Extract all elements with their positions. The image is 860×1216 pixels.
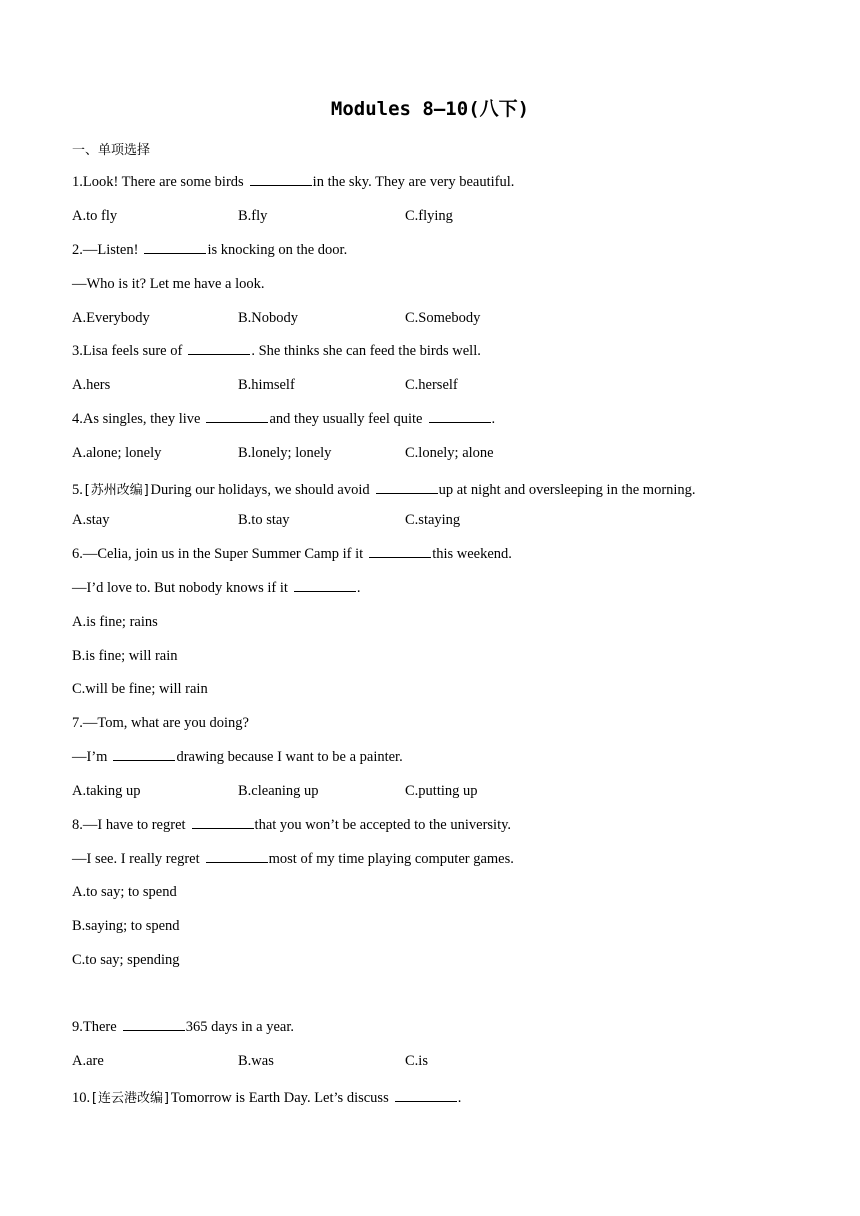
q4-option-b: B.lonely; lonely: [238, 445, 332, 461]
q4-stem-post: .: [491, 411, 496, 427]
q2-option-a: A.Everybody: [72, 310, 150, 326]
q6-option-c: C.will be fine; will rain: [72, 681, 208, 697]
question-2: [72, 242, 347, 259]
q8-option-b: B.saying; to spend: [72, 918, 180, 934]
q9-option-a: A.are: [72, 1053, 104, 1069]
q10-stem-pre: Tomorrow is Earth Day. Let’s discuss: [170, 1090, 389, 1106]
q3-option-b: B.himself: [238, 377, 295, 393]
q9-option-b: B.was: [238, 1053, 274, 1069]
q1-option-b: B.fly: [238, 208, 268, 224]
q5-source-tag: [苏州改编]: [82, 483, 151, 498]
q7-option-a: A.taking up: [72, 783, 141, 799]
q2-option-c: C.Somebody: [405, 310, 481, 326]
q8-reply-pre: —I see. I really regret: [72, 851, 200, 867]
q8-stem-post: that you won’t be accepted to the university.: [254, 817, 512, 833]
answer-blank: [250, 184, 312, 186]
q9-stem-post: 365 days in a year.: [185, 1019, 295, 1035]
answer-blank: [369, 556, 431, 558]
q4-option-a: A.alone; lonely: [72, 445, 162, 461]
q2-stem-pre: 2.—Listen!: [72, 242, 139, 258]
q6-reply-post: .: [356, 580, 361, 596]
q10-stem-post: .: [457, 1090, 462, 1106]
q10-source-tag: [连云港改编]: [90, 1091, 171, 1106]
answer-blank: [188, 353, 250, 355]
answer-blank: [294, 590, 356, 592]
q1-option-a: A.to fly: [72, 208, 118, 224]
answer-blank: [376, 492, 438, 494]
q5-option-a: A.stay: [72, 512, 110, 528]
q6-option-a: A.is fine; rains: [72, 614, 158, 630]
q6-stem-post: this weekend.: [432, 546, 512, 562]
q1-stem-pre: 1.Look! There are some birds: [72, 174, 244, 190]
answer-blank: [113, 759, 175, 761]
q8-stem-pre: 8.—I have to regret: [72, 817, 186, 833]
q8-option-a: A.to say; to spend: [72, 884, 177, 900]
q9-stem-pre: 9.There: [72, 1019, 117, 1035]
q6-reply-pre: —I’d love to. But nobody knows if it: [72, 580, 288, 596]
q8-reply-post: most of my time playing computer games.: [268, 851, 514, 867]
answer-blank: [192, 827, 254, 829]
q5-number: 5.: [72, 482, 83, 498]
question-8: [72, 817, 511, 834]
q4-stem-mid: and they usually feel quite: [269, 411, 423, 427]
q4-option-c: C.lonely; alone: [405, 445, 494, 461]
q2-option-b: B.Nobody: [238, 310, 299, 326]
answer-blank: [123, 1029, 185, 1031]
question-3: [72, 343, 481, 360]
q3-option-c: C.herself: [405, 377, 458, 393]
q7-option-b: B.cleaning up: [238, 783, 319, 799]
question-10: [72, 1087, 461, 1107]
question-5: [72, 479, 696, 499]
q3-stem-post: . She thinks she can feed the birds well.: [251, 343, 481, 359]
answer-blank: [144, 252, 206, 254]
question-4: [72, 411, 495, 428]
question-9: [72, 1019, 294, 1036]
q3-option-a: A.hers: [72, 377, 111, 393]
q2-reply: —Who is it? Let me have a look.: [72, 276, 265, 292]
q8-option-c: C.to say; spending: [72, 952, 180, 968]
q7-reply-pre: —I’m: [72, 749, 108, 765]
question-6: [72, 546, 512, 563]
answer-blank: [395, 1100, 457, 1102]
q1-stem-post: in the sky. They are very beautiful.: [312, 174, 515, 190]
question-7: 7.—Tom, what are you doing?: [72, 715, 249, 731]
q2-stem-post: is knocking on the door.: [207, 242, 348, 258]
q6-reply: [72, 580, 361, 597]
q7-reply: [72, 749, 403, 766]
q5-option-b: B.to stay: [238, 512, 290, 528]
q4-stem-pre: 4.As singles, they live: [72, 411, 201, 427]
q6-stem-pre: 6.—Celia, join us in the Super Summer Camp if it: [72, 546, 364, 562]
q7-reply-post: drawing because I want to be a painter.: [176, 749, 403, 765]
question-1: [72, 174, 514, 191]
q1-option-c: C.flying: [405, 208, 453, 224]
q9-option-c: C.is: [405, 1053, 428, 1069]
q10-number: 10.: [72, 1090, 91, 1106]
q3-stem-pre: 3.Lisa feels sure of: [72, 343, 183, 359]
section-heading: 一、单项选择: [72, 143, 151, 158]
answer-blank: [206, 861, 268, 863]
page-title: Modules 8—10(八下): [330, 98, 530, 120]
q5-option-c: C.staying: [405, 512, 461, 528]
q8-reply: [72, 851, 514, 868]
q7-option-c: C.putting up: [405, 783, 478, 799]
answer-blank: [206, 421, 268, 423]
answer-blank: [429, 421, 491, 423]
q6-option-b: B.is fine; will rain: [72, 648, 178, 664]
q5-stem-post: up at night and oversleeping in the morning.: [438, 482, 696, 498]
q5-stem-pre: During our holidays, we should avoid: [150, 482, 370, 498]
